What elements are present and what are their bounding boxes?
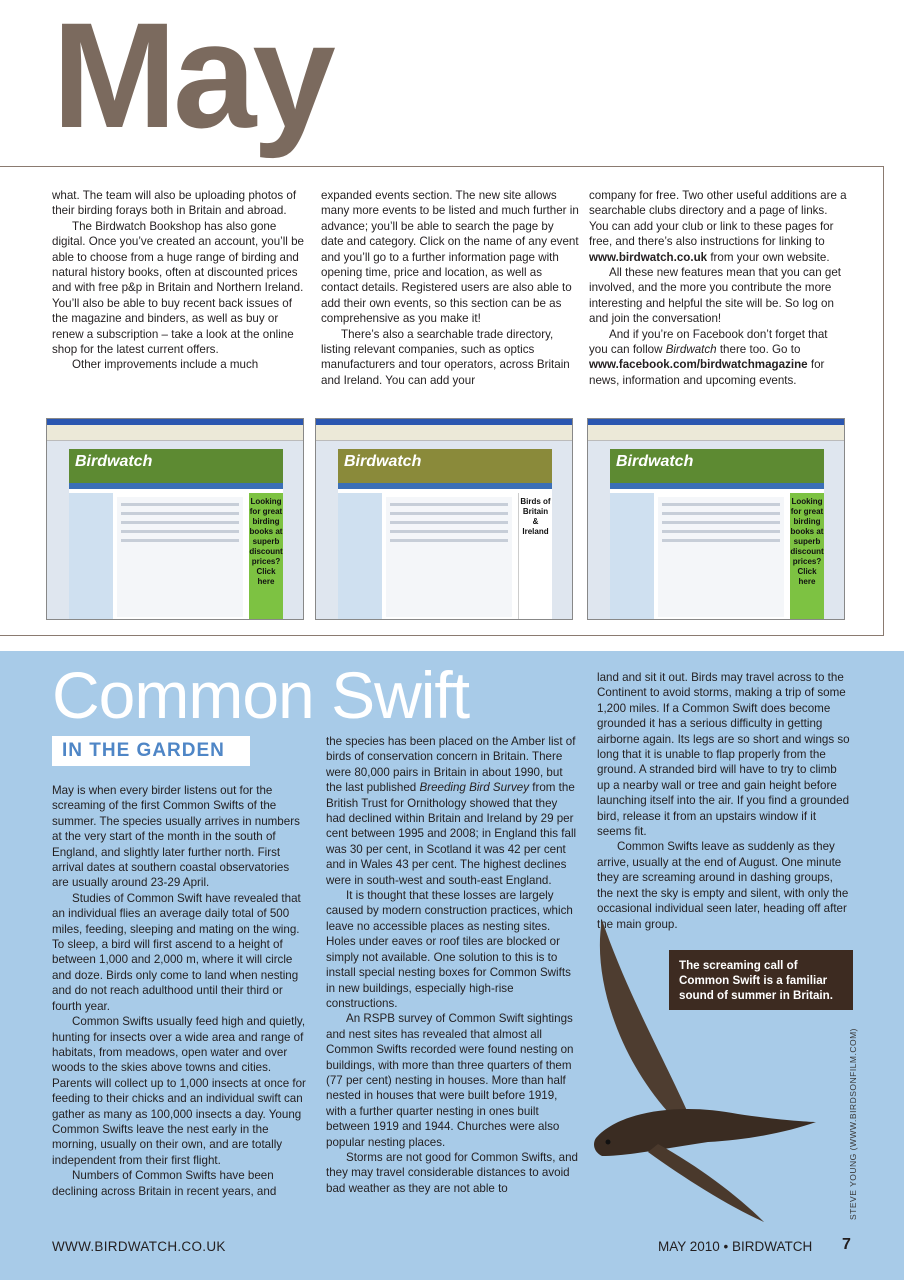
- site-banner: [610, 449, 824, 483]
- footer-url: WWW.BIRDWATCH.CO.UK: [52, 1239, 226, 1254]
- advert: Birds of Britain & Ireland: [518, 493, 552, 620]
- website-screenshot: [587, 418, 845, 620]
- web-article-column-3: [589, 188, 847, 388]
- birdwatch-logo: Birdwatch: [344, 453, 422, 470]
- page-title: May: [52, 0, 332, 159]
- nav-bar: [610, 483, 824, 489]
- paragraph: [589, 327, 847, 389]
- paragraph: [589, 188, 847, 265]
- section-tag: IN THE GARDEN: [52, 736, 250, 766]
- paragraph: Studies of Common Swift have revealed that an individual flies an average daily total of 500 miles, feeding, sleeping and mating on the wing. To sleep, a bird will first ascend to a height of between 1,000 and 2,000 m, where it will circle and doze. Birds only come to land when nesting and do not reach adulthood until their third or fourth year.: [52, 891, 301, 1013]
- site-banner: [338, 449, 552, 483]
- swift-lower-wing: [648, 1144, 764, 1222]
- web-page: [69, 449, 283, 620]
- paragraph: expanded events section. The new site allows many more events to be listed and much further in advance; you’ll be able to search the page by date and category. Click on the name of any event and you’ll go to a further information page with opening time, price and location, as well as contact details. Registered users are also able to add their own events, so this section can be as comprehensive as you make it!: [321, 189, 579, 326]
- facebook-link[interactable]: www.facebook.com/birdwatchmagazine: [589, 358, 808, 372]
- paragraph: land and sit it out. Birds may travel across to the Continent to avoid storms, making a trip of some 1,200 miles. If a Common Swift does become grounded it has a serious difficulty in getting airborne again. Its legs are so short and wings so long that it is unable to flap properly from the ground. A stranded bird will have to try to climb up a nearby wall or tree and gain height before launching itself into the air. If you find a grounded bird, release it from an upstairs window if it seems fit.: [597, 671, 850, 839]
- sidebar: [338, 493, 382, 620]
- photo-caption: The screaming call of Common Swift is a familiar sound of summer in Britain.: [669, 950, 853, 1010]
- paragraph: May is when every birder listens out for the screaming of the first Common Swifts of the summer. The species usually arrives in numbers at the very start of the month in the south of England, and slightly later further north. First arrival dates at southern coastal observatories are usually around 23-29 April.: [52, 784, 300, 890]
- sidebar: [69, 493, 113, 620]
- text-run: And if you’re on Facebook don’t forget that you can follow: [589, 327, 828, 357]
- text-run: Birdwatch: [665, 343, 717, 357]
- text-run: the species has been placed on the Amber list of birds of conservation concern in Britain. There were 80,000 pairs in Britain in about 1990, but the last published: [326, 735, 576, 795]
- text-run: from your own website.: [707, 250, 830, 264]
- paragraph: what. The team will also be uploading photos of their birding forays both in Britain and abroad.: [52, 189, 297, 218]
- paragraph: There’s also a searchable trade directory, listing relevant companies, such as optics manufacturers and tour operators, across Britain and Ireland. You can add your: [321, 327, 570, 387]
- text-run: there too. Go to: [716, 343, 801, 357]
- swift-column-2: [326, 734, 578, 1196]
- section-headline: Common Swift: [52, 658, 470, 732]
- paragraph: Storms are not good for Common Swifts, and they may travel considerable distances to avoid bad weather as they are not able to: [326, 1150, 578, 1195]
- swift-eye: [606, 1140, 611, 1145]
- web-article-column-2: [321, 188, 579, 388]
- advert: Looking for great birding books at superb discount prices? Click here: [249, 493, 283, 620]
- content-area: [117, 497, 243, 617]
- swift-column-1: [52, 783, 308, 1199]
- advert: Looking for great birding books at superb discount prices? Click here: [790, 493, 824, 620]
- footer-issue: MAY 2010 • BIRDWATCH: [658, 1239, 813, 1254]
- website-screenshot: [315, 418, 573, 620]
- page-number: 7: [842, 1236, 851, 1253]
- website-screenshot: [46, 418, 304, 620]
- text-run: company for free. Two other useful additions are a searchable clubs directory and a page of links. You can add your club or link to these pages for free, and there’s also instructions for linking to: [589, 189, 847, 249]
- birdwatch-logo: Birdwatch: [75, 453, 153, 470]
- content-area: [386, 497, 512, 617]
- text-run: for news, information and upcoming events.: [589, 358, 825, 387]
- birdwatch-logo: Birdwatch: [616, 453, 694, 470]
- paragraph: An RSPB survey of Common Swift sightings and nest sites has revealed that almost all Common Swifts recorded were found nesting on buildings, with more than three quarters of them (77 per cent) nesting in houses. More than half nested in houses that were built before 1919, with a further quarter nesting in ones built between 1919 and 1944. Churches were also popular nesting places.: [326, 1012, 574, 1149]
- web-page: [338, 449, 552, 620]
- text-run: from the British Trust for Ornithology showed that they had declined within Britain and Ireland by 29 per cent between 1995 and 2008; in England this fall was 30 per cent, in Scotland it was 42 per cent and in Wales 43 per cent. The highest declines were in south-west and south-east England.: [326, 781, 577, 887]
- swift-body: [594, 1109, 816, 1156]
- sidebar: [610, 493, 654, 620]
- site-banner: [69, 449, 283, 483]
- paragraph: The Birdwatch Bookshop has also gone digital. Once you’ve created an account, you’ll be able to choose from a huge range of birding and natural history books, often at discounted prices and with free p&p in Britain and Northern Ireland. You’ll also be able to buy recent back issues of the magazine and binders, as well as buy or renew a subscription – take a look at the online shop for the latest current offers.: [52, 219, 304, 357]
- paragraph: All these new features mean that you can get involved, and the more you contribute the more interesting and helpful the site will be. So log on and join the conversation!: [589, 266, 842, 326]
- nav-bar: [69, 483, 283, 489]
- browser-toolbar: [588, 425, 844, 441]
- content-area: [658, 497, 784, 617]
- paragraph: Other improvements include a much: [72, 358, 259, 372]
- paragraph: Common Swifts usually feed high and quietly, hunting for insects over a wide area and range of habitats, from meadows, open water and over woods to the skies above towns and cities. Parents will collect up to 1,000 insects at once for feeding to their chicks and an individual swift can gather as many as 100,000 insects a day. Young Common Swifts leave the nest early in the morning, usually on their own, and are totally independent from their first flight.: [52, 1015, 306, 1167]
- browser-toolbar: [316, 425, 572, 441]
- paragraph: Numbers of Common Swifts have been declining across Britain in recent years, and: [52, 1169, 277, 1198]
- swift-column-3: [597, 670, 851, 932]
- nav-bar: [338, 483, 552, 489]
- paragraph: [326, 734, 578, 888]
- paragraph: Common Swifts leave as suddenly as they arrive, usually at the end of August. One minute they are screaming around in dashing groups, the next the sky is empty and silent, with only the occasional individual seen later, heading off after the main group.: [597, 840, 849, 931]
- web-page: [610, 449, 824, 620]
- paragraph: It is thought that these losses are largely caused by modern construction practices, which leave no accessible places as nesting sites. Holes under eaves or roof tiles are blocked or simply not available. One solution to this is to install special nesting boxes for Common Swifts in new buildings, especially high-rise constructions.: [326, 889, 573, 1010]
- website-link[interactable]: www.birdwatch.co.uk: [589, 250, 708, 264]
- text-run: Breeding Bird Survey: [419, 781, 530, 795]
- photo-credit: STEVE YOUNG (WWW.BIRDSONFILM.COM): [848, 1027, 858, 1220]
- web-article-column-1: [52, 188, 310, 373]
- browser-toolbar: [47, 425, 303, 441]
